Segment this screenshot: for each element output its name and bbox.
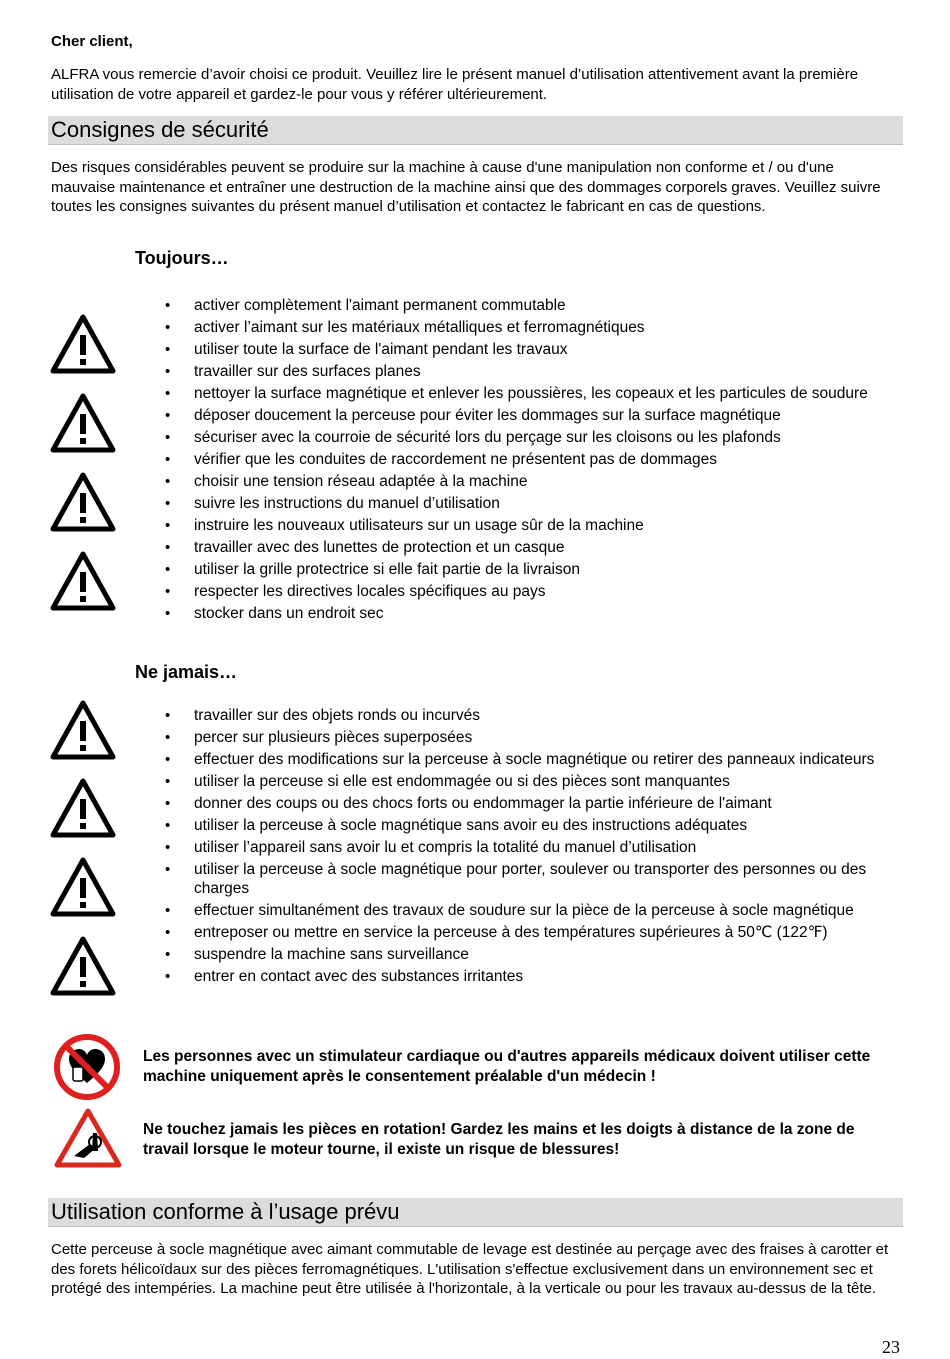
warning-triangle-icon [50,393,116,453]
list-item: • utiliser toute la surface de l'aimant pendant les travaux [165,340,895,360]
usage-paragraph: Cette perceuse à socle magnétique avec aimant commutable de levage est destinée au perçage avec des fraises à carotter et des forets hélicoïdaux sur des pièces ferromagnétiques. L'utilisation s'effectue exclusivement dans un environnement sec et protégé des intempéries. La machine peut être utilisée à l'horizontale, à la verticale ou pour les travaux au-dessus de la tête. [51,1241,889,1297]
list-item: • respecter les directives locales spécifiques au pays [165,582,895,602]
list-item: • effectuer simultanément des travaux de soudure sur la pièce de la perceuse à socle magnétique [165,901,895,921]
warning-triangle-icon [50,472,116,532]
list-item: • effectuer des modifications sur la perceuse à socle magnétique ou retirer des panneaux indicateurs [165,750,895,770]
list-item: • suspendre la machine sans surveillance [165,945,895,965]
never-list [165,706,895,989]
greeting: Cher client, [51,33,133,50]
usage-section-heading [48,1198,903,1227]
warning-triangle-icon [50,700,116,760]
safety-section-heading [48,116,903,145]
rotation-notice: Ne touchez jamais les pièces en rotation! Gardez les mains et les doigts à distance de la zone de travail lorsque le moteur tourne, il existe un risque de blessures! [143,1121,855,1158]
list-item: • instruire les nouveaux utilisateurs sur un usage sûr de la machine [165,516,895,536]
list-item: • nettoyer la surface magnétique et enlever les poussières, les copeaux et les particules de soudure [165,384,895,404]
safety-heading-text: Consignes de sécurité [51,117,269,142]
intro-paragraph: ALFRA vous remercie d’avoir choisi ce produit. Veuillez lire le présent manuel d’utilisation attentivement avant la première utilisation de votre appareil et gardez-le pour vous y référer ultérieurement. [51,66,859,103]
warning-triangle-icon [50,551,116,611]
list-item: • donner des coups ou des chocs forts ou endommager la partie inférieure de l'aimant [165,794,895,814]
list-item: • utiliser l’appareil sans avoir lu et compris la totalité du manuel d’utilisation [165,838,895,858]
page-number: 23 [882,1337,900,1357]
list-item: • utiliser la perceuse à socle magnétique pour porter, soulever ou transporter des personnes ou des charges [165,860,895,899]
list-item: • stocker dans un endroit sec [165,604,895,624]
list-item: • utiliser la perceuse à socle magnétique sans avoir eu des instructions adéquates [165,816,895,836]
list-item: • vérifier que les conduites de raccordement ne présentent pas de dommages [165,450,895,470]
always-list [165,296,895,626]
list-item: • choisir une tension réseau adaptée à la machine [165,472,895,492]
list-item: • activer complètement l'aimant permanent commutable [165,296,895,316]
list-item: • percer sur plusieurs pièces superposées [165,728,895,748]
usage-heading-text: Utilisation conforme à l’usage prévu [51,1199,400,1224]
safety-paragraph: Des risques considérables peuvent se produire sur la machine à cause d'une manipulation non conforme et / ou d'une mauvaise maintenance et entraîner une destruction de la machine ainsi que des dommages corporels graves. Veuillez suivre toutes les consignes suivantes du présent manuel d’utilisation et contactez le fabricant en cas de questions. [51,159,881,215]
always-heading: Toujours… [135,248,229,268]
list-item: • utiliser la perceuse si elle est endommagée ou si des pièces sont manquantes [165,772,895,792]
warning-triangle-icon [50,936,116,996]
list-item: • travailler sur des surfaces planes [165,362,895,382]
list-item: • travailler sur des objets ronds ou incurvés [165,706,895,726]
list-item: • sécuriser avec la courroie de sécurité lors du perçage sur les cloisons ou les plafonds [165,428,895,448]
list-item: • travailler avec des lunettes de protection et un casque [165,538,895,558]
list-item: • déposer doucement la perceuse pour éviter les dommages sur la surface magnétique [165,406,895,426]
warning-triangle-icon [50,857,116,917]
pacemaker-notice: Les personnes avec un stimulateur cardiaque ou d'autres appareils médicaux doivent utiliser cette machine uniquement après le consentement préalable d'un médecin ! [143,1048,871,1085]
warning-triangle-icon [50,778,116,838]
rotating-parts-warning-icon [54,1108,122,1168]
list-item: • entreposer ou mettre en service la perceuse à des températures supérieures à 50℃ (122℉) [165,923,895,943]
list-item: • entrer en contact avec des substances irritantes [165,967,895,987]
no-pacemaker-icon [53,1033,121,1101]
list-item: • activer l’aimant sur les matériaux métalliques et ferromagnétiques [165,318,895,338]
never-heading: Ne jamais… [135,662,238,682]
list-item: • suivre les instructions du manuel d’utilisation [165,494,895,514]
list-item: • utiliser la grille protectrice si elle fait partie de la livraison [165,560,895,580]
warning-triangle-icon [50,314,116,374]
